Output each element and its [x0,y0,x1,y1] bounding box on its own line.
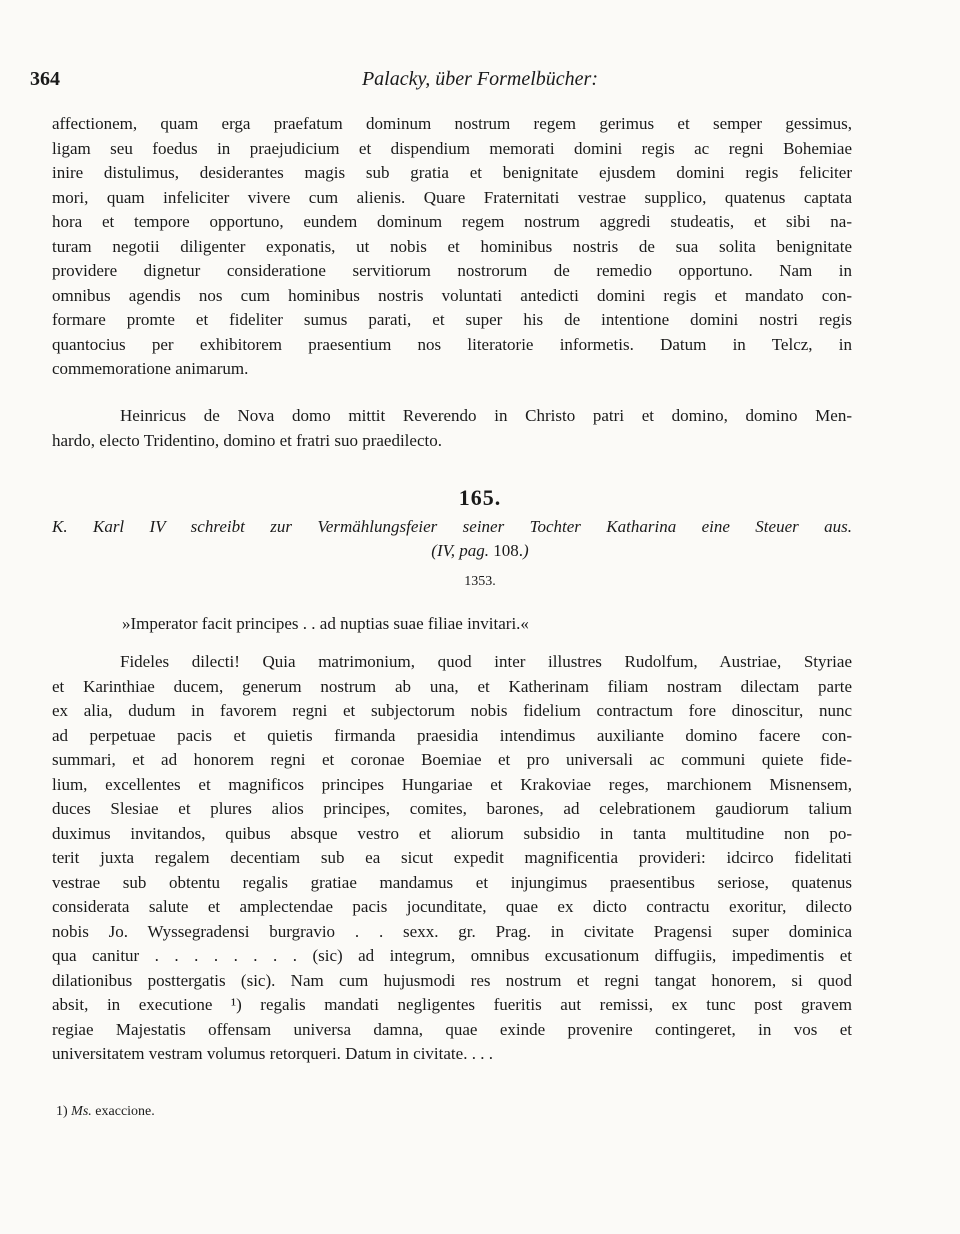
text-line: ex alia, dudum in favorem regni et subjectorum nobis fidelium contractum fore dinoscitur, nunc [52,701,852,720]
text-line: nobis Jo. Wyssegradensi burgravio . . sexx. gr. Prag. in civitate Pragensi super dominica [52,921,852,941]
text-line: turam negotii diligenter exponatis, ut nobis et hominibus nostris de sua solita benignitate [52,236,852,256]
text-line: hora et tempore opportuno, eundem dominum regem nostrum aggredi studeatis, et sibi na- [52,212,852,231]
reference-volume: (IV, pag. [431,541,490,560]
document-number: 165. [458,485,502,510]
text-line: inire distulimus, desiderantes magis sub gratia et benignitate ejusdem domini regis feliciter [52,163,852,182]
text-line: dilationibus posttergatis (sic). Nam cum hujusmodi res nostrum et regni tangat honorem, si quod [52,970,852,990]
text-line: vestrae sub obtentu regalis gratiae mandamus et injungimus praesentibus seriose, quatenus [52,872,852,892]
text-line: omnibus agendis nos cum hominibus nostris voluntati antedicti domini regis et mandato con- [52,285,852,305]
text-line: qua canitur . . . . . . . . (sic) ad integrum, omnibus excusationum diffugiis, impedimentis et [52,946,852,965]
text-line: Fideles dilecti! Quia matrimonium, quod inter illustres Rudolfum, Austriae, Styriae [120,652,852,671]
text-line: affectionem, quam erga praefatum dominum nostrum regem gerimus et semper gessimus, [52,114,852,133]
running-title: Palacky, über Formelbücher: [361,68,599,90]
document-title: K. Karl IV schreibt zur Vermählungsfeier seiner Tochter Katharina eine Steuer aus. [52,517,852,536]
footnote-text: exaccione. [95,1104,155,1119]
page-number: 364 [30,68,60,90]
text-line: summari, et ad honorem regni et coronae Boemiae et pro universali ac communi quiete fide- [52,750,852,769]
document-year: 1353. [464,574,496,589]
page-header [30,68,930,98]
text-line: lium, excellentes et magnificos principes Hungariae et Krakoviae reges, marchionem Misnensem, [52,774,852,794]
text-line: quantocius per exhibitorem praesentium nos literatorie informetis. Datum in Telcz, in [52,334,852,354]
text-line: Heinricus de Nova domo mittit Reverendo in Christo patri et domino, domino Men- [120,406,852,425]
footnote-label: Ms. [71,1104,92,1119]
text-line: et Karinthiae ducem, generum nostrum ab una, et Katherinam filiam nostram dilectam parte [52,676,852,696]
text-line: terit juxta regalem decentiam sub ea sicut expedit magnificentia provideri: idcirco fidelitati [52,848,852,867]
footnote [56,1104,155,1120]
reference-page: 108. [493,541,524,560]
text-line: duximus invitandos, quibus absque vestro et aliorum subsidio in tanta multitudine non po- [52,823,852,843]
paragraph-charter [52,650,852,1067]
reference-close: ) [523,541,529,560]
text-line: providere dignetur consideratione servitiorum nostrorum de remedio opportuno. Nam in [52,261,852,280]
paragraph-address [52,404,852,453]
document-reference [0,541,960,561]
footnote-marker: 1) [56,1104,68,1119]
text-line: ad perpetuae pacis et quietis firmanda praesidia intendimus auxiliante domino facere con- [52,725,852,745]
text-line: duces Slesiae et plures alios principes, comites, barones, ad celebrationem gaudiorum talium [52,799,852,818]
text-line: hardo, electo Tridentino, domino et fratri suo praedilecto. [52,430,442,450]
text-line: absit, in executione ¹) regalis mandati negligentes fueritis aut remissi, ex tunc post gravem [52,995,852,1014]
text-line: considerata salute et amplectendae pacis jocunditate, quae ex dicto contractu exoritur, dilecto [52,897,852,916]
text-line: ligam seu foedus in praejudicium et dispendium memorati domini regis ac regni Bohemiae [52,138,852,158]
text-line: mori, quam infeliciter vivere cum alienis. Quare Fraternitati vestrae supplico, quatenus captata [52,187,852,207]
text-line: formare promte et fideliter sumus parati, et super his de intentione domini nostri regis [52,310,852,329]
text-line: universitatem vestram volumus retorqueri. Datum in civitate. . . . [52,1044,493,1063]
text-line: regiae Majestatis offensam universa damna, quae exinde provenire contingeret, in vos et [52,1019,852,1039]
document-summary: »Imperator facit principes . . ad nuptias suae filiae invitari.« [122,614,529,633]
paragraph-letter-end [52,112,852,382]
text-line: commemoratione animarum. [52,359,249,378]
